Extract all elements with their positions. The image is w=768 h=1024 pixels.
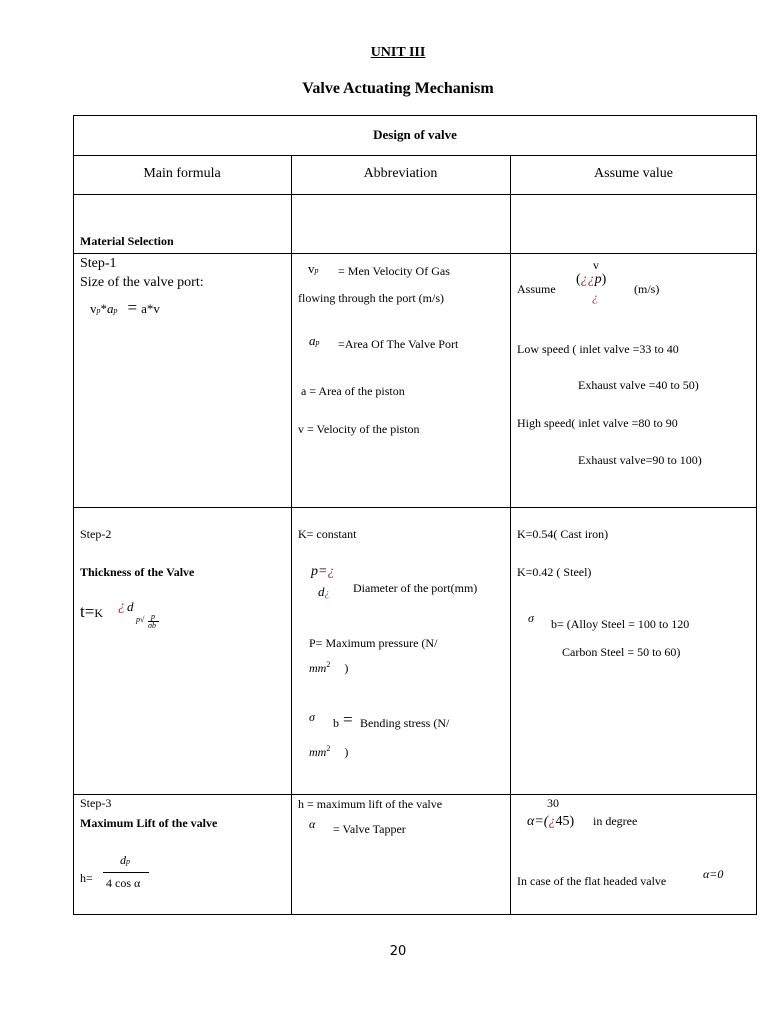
- step2-formula-inv: ¿: [118, 599, 125, 614]
- column-header-main-formula: Main formula: [143, 166, 221, 181]
- step1-formula: [90, 298, 160, 318]
- row-divider: [73, 194, 757, 195]
- abbr-h-desc: h = maximum lift of the valve: [298, 797, 443, 811]
- page-title: Valve Actuating Mechanism: [302, 80, 494, 97]
- high-speed-inlet: High speed( inlet valve =80 to 90: [517, 416, 678, 430]
- step3-formula-h: h=: [80, 871, 93, 885]
- formula-subscript: p: [96, 306, 101, 315]
- column-divider: [510, 155, 511, 915]
- assume-expression: (¿¿p): [576, 272, 607, 287]
- abbr-vp-desc-cont: flowing through the port (m/s): [298, 291, 444, 305]
- step1-label: Step-1: [80, 256, 117, 271]
- step2-formula-frac-bottom: σb: [148, 621, 156, 630]
- material-selection-label: Material Selection: [80, 234, 174, 248]
- abbr-ap-symbol: ap: [309, 333, 320, 348]
- unit-heading: UNIT III: [370, 45, 426, 60]
- abbr-sigma-sub: b: [333, 716, 339, 730]
- abbr-dp-expression: p=¿: [311, 564, 335, 579]
- abbr-vp-symbol: vp: [308, 261, 319, 276]
- high-speed-exhaust: Exhaust valve=90 to 100): [578, 453, 702, 467]
- abbr-ap-desc: =Area Of The Valve Port: [338, 337, 459, 351]
- fraction-bar: [103, 872, 149, 873]
- assume-label: Assume: [517, 282, 556, 296]
- alpha-expression: α=(¿45): [527, 814, 575, 829]
- step2-heading: Thickness of the Valve: [80, 565, 195, 579]
- sigma-symbol: σ: [528, 611, 534, 625]
- valve-design-table: [73, 115, 757, 915]
- row-divider: [73, 155, 757, 156]
- abbr-sigma-symbol: σ: [309, 710, 315, 724]
- step2-formula: t=K: [80, 602, 103, 621]
- step3-formula-numerator: dp: [120, 853, 130, 867]
- alloy-steel-value: b= (Alloy Steel = 100 to 120: [551, 617, 690, 631]
- column-divider: [291, 155, 292, 915]
- abbr-v-desc: v = Velocity of the piston: [298, 422, 420, 436]
- step2-formula-psqrt: p√: [136, 615, 145, 624]
- formula-rhs: a*v: [141, 301, 160, 316]
- table-caption: Design of valve: [373, 127, 457, 142]
- step1-heading: Size of the valve port:: [80, 275, 204, 290]
- flat-headed-alpha: α=0: [703, 867, 724, 881]
- flat-headed-valve-note: In case of the flat headed valve: [517, 874, 667, 888]
- assume-unit: (m/s): [634, 282, 660, 296]
- k-cast-iron: K=0.54( Cast iron): [517, 527, 609, 541]
- column-header-abbreviation: Abbreviation: [363, 166, 438, 181]
- row-divider: [73, 507, 757, 508]
- step3-label: Step-3: [80, 796, 112, 810]
- formula-subscript: p: [113, 306, 118, 315]
- formula-symbol: a: [107, 301, 114, 316]
- abbr-dp-d: d¿: [318, 584, 330, 599]
- row-divider: [73, 794, 757, 795]
- abbr-p-unit: $mm^2$ ): [309, 660, 349, 675]
- formula-operator: *: [100, 301, 107, 316]
- assume-top: v: [593, 258, 599, 272]
- k-steel: K=0.42 ( Steel): [517, 565, 592, 579]
- formula-symbol: v: [90, 301, 97, 316]
- step2-formula-d: d: [127, 599, 134, 614]
- abbr-alpha-symbol: α: [309, 817, 316, 831]
- abbr-sigma-equals: =: [343, 710, 353, 729]
- step3-heading: Maximum Lift of the valve: [80, 816, 218, 830]
- step2-formula-frac-top: p: [151, 612, 155, 621]
- abbr-vp-desc: = Men Velocity Of Gas: [338, 264, 450, 278]
- abbr-dp-desc: Diameter of the port(mm): [353, 581, 478, 595]
- alpha-top-value: 30: [547, 796, 559, 810]
- alpha-unit: in degree: [593, 814, 638, 828]
- abbr-sigma-desc: Bending stress (N/: [360, 716, 450, 730]
- abbr-sigma-unit: $mm^2$ ): [309, 744, 349, 759]
- carbon-steel-value: Carbon Steel = 50 to 60): [562, 645, 681, 659]
- assume-bottom: ¿: [592, 290, 598, 304]
- abbr-p-desc: P= Maximum pressure (N/: [309, 636, 438, 650]
- low-speed-exhaust: Exhaust valve =40 to 50): [578, 378, 699, 392]
- column-header-assume-value: Assume value: [594, 166, 673, 181]
- abbr-k-desc: K= constant: [298, 527, 357, 541]
- page-number: 20: [389, 944, 407, 959]
- formula-equals: =: [127, 298, 138, 317]
- abbr-a-desc: a = Area of the piston: [301, 384, 405, 398]
- row-divider: [73, 253, 757, 254]
- low-speed-inlet: Low speed ( inlet valve =33 to 40: [517, 342, 679, 356]
- abbr-alpha-desc: = Valve Tapper: [333, 822, 406, 836]
- step2-label: Step-2: [80, 527, 112, 541]
- step3-formula-denominator: 4 cos α: [106, 876, 141, 890]
